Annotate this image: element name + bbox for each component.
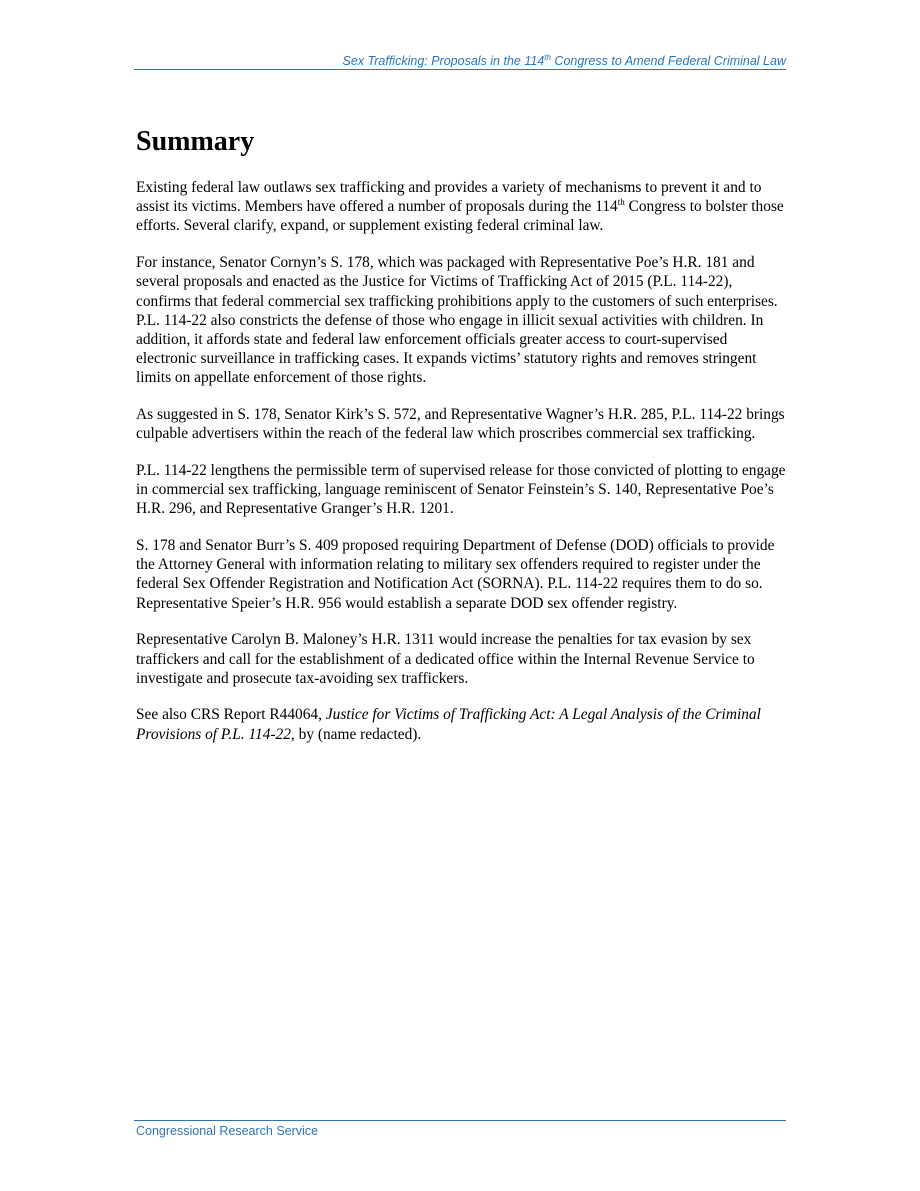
footer-rule (134, 1120, 786, 1121)
paragraph-6: Representative Carolyn B. Maloney’s H.R. 1311 would increase the penalties for tax evasion by sex traffickers and call for the establishment of a dedicated office within the Internal Revenue Service to investigate and prosecute tax-avoiding sex traffickers. (136, 631, 755, 687)
paragraph-1-text-start: Existing federal law outlaws sex trafficking and provides a variety of mechanisms to prevent it and to assist its victims. Members have offered a number of proposals during the 114 (136, 179, 762, 216)
running-header-text-start: Sex Trafficking: Proposals in the 114 (342, 54, 545, 68)
running-header-text-end: Congress to Amend Federal Criminal Law (550, 54, 786, 68)
running-header (134, 53, 786, 69)
header-rule (134, 69, 786, 70)
document-body (136, 124, 788, 761)
paragraph-7-text-end: , by (name redacted). (290, 725, 422, 743)
page-title: Summary (136, 126, 255, 157)
paragraph-7 (136, 705, 788, 743)
paragraph-5: S. 178 and Senator Burr’s S. 409 proposed requiring Department of Defense (DOD) officials to provide the Attorney General with information relating to military sex offenders required to register under the federal Sex Offender Registration and Notification Act (SORNA). P.L. 114-22 requires them to do so. Representative Speier’s H.R. 956 would establish a separate DOD sex offender registry. (136, 537, 775, 612)
paragraph-1-text-end: Congress to bolster those efforts. Several clarify, expand, or supplement existing federal criminal law. (136, 198, 784, 235)
crs-report-title: Justice for Victims of Trafficking Act: A Legal Analysis of the Criminal Provisions of P.L. 114-22 (136, 706, 761, 743)
running-header-superscript: th (544, 52, 551, 62)
paragraph-2: For instance, Senator Cornyn’s S. 178, which was packaged with Representative Poe’s H.R. 181 and several proposals and enacted as the Justice for Victims of Trafficking Act of 2015 (P.L. 114-22), confirms that federal commercial sex trafficking prohibitions apply to the customers of such enterprises. P.L. 114-22 also constricts the defense of those who engage in illicit sexual activities with children. In addition, it affords state and federal law enforcement officials greater access to court-supervised electronic surveillance in trafficking cases. It expands victims’ statutory rights and removes stringent limits on appellate enforcement of those rights. (136, 254, 778, 387)
paragraph-4: P.L. 114-22 lengthens the permissible term of supervised release for those convicted of plotting to engage in commercial sex trafficking, language reminiscent of Senator Feinstein’s S. 140, Representative Poe’s H.R. 296, and Representative Granger’s H.R. 1201. (136, 461, 786, 518)
paragraph-1 (136, 178, 788, 236)
paragraph-3: As suggested in S. 178, Senator Kirk’s S. 572, and Representative Wagner’s H.R. 285, P.L. 114-22 brings culpable advertisers within the reach of the federal law which proscribes commercial sex trafficking. (136, 406, 785, 443)
paragraph-7-text-start: See also CRS Report R44064, (136, 706, 326, 724)
footer-text: Congressional Research Service (136, 1124, 319, 1138)
paragraph-1-superscript: th (617, 197, 625, 208)
